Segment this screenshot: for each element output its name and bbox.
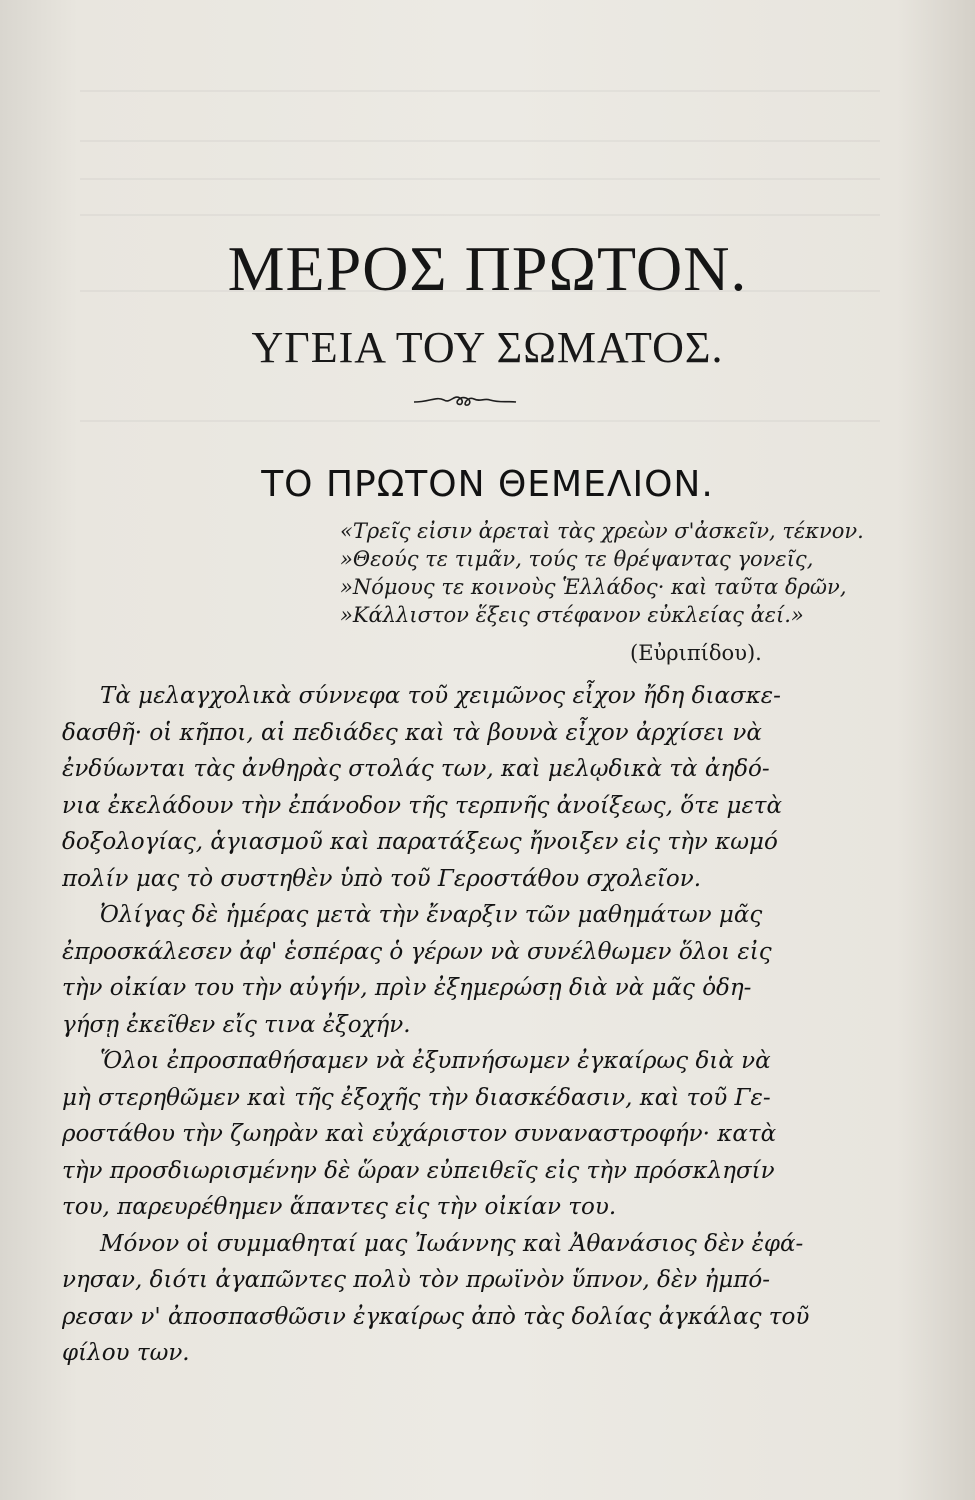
text-line: δασθῆ· οἱ κῆποι, αἱ πεδιάδες καὶ τὰ βουνὰ εἶχον ἀρχίσει νὰ (62, 719, 762, 746)
epigraph-line: »Κάλλιστον ἕξεις στέφανον εὐκλείας ἀεί.» (340, 603, 804, 627)
text-line: Ὀλίγας δὲ ἡμέρας μετὰ τὴν ἔναρξιν τῶν μαθημάτων μᾶς (100, 902, 763, 928)
epigraph-line: »Θεούς τε τιμᾶν, τούς τε θρέψαντας γονεῖς, (340, 547, 814, 571)
text-line: ἐπροσκάλεσεν ἀφ' ἑσπέρας ὁ γέρων νὰ συνέλθωμεν ὅλοι εἰς (62, 938, 772, 965)
text-line: νησαν, διότι ἀγαπῶντες πολὺ τὸν πρωϊνὸν ὕπνον, δὲν ἠμπό- (62, 1267, 770, 1293)
text-line: τὴν προσδιωρισμένην δὲ ὥραν εὐπειθεῖς εἰς τὴν πρόσκλησίν (62, 1157, 775, 1184)
text-line: νια ἐκελάδουν τὴν ἐπάνοδον τῆς τερπνῆς ἀνοίξεως, ὅτε μετὰ (62, 792, 783, 819)
part-title: ΜΕΡΟΣ ΠΡΩΤΟΝ. (227, 233, 748, 304)
text-line: Μόνον οἱ συμμαθηταί μας Ἰωάννης καὶ Ἀθανάσιος δὲν ἐφά- (100, 1230, 804, 1257)
section-subtitle: ΥΓΕΙΑ ΤΟΥ ΣΩΜΑΤΟΣ. (251, 323, 724, 372)
text-line: Ὅλοι ἐπροσπαθήσαμεν νὰ ἐξυπνήσωμεν ἐγκαίρως διὰ νὰ (100, 1048, 771, 1074)
text-line: τὴν οἰκίαν του τὴν αὐγήν, πρὶν ἐξημερώσῃ διὰ νὰ μᾶς ὁδη- (62, 975, 752, 1001)
epigraph-line: «Τρεῖς εἰσιν ἀρεταὶ τὰς χρεὼν σ'ἀσκεῖν, τέκνον. (340, 519, 864, 543)
body-text (62, 678, 872, 1372)
text-line: φίλου των. (62, 1340, 190, 1366)
epigraph (340, 517, 865, 665)
text-line: ρεσαν ν' ἀποσπασθῶσιν ἐγκαίρως ἀπὸ τὰς δολίας ἀγκάλας τοῦ (62, 1303, 810, 1330)
text-line: Τὰ μελαγχολικὰ σύννεφα τοῦ χειμῶνος εἶχον ἤδη διασκε- (100, 683, 781, 709)
text-line: γήσῃ ἐκεῖθεν εἴς τινα ἐξοχήν. (62, 1011, 411, 1038)
text-line: του, παρευρέθημεν ἅπαντες εἰς τὴν οἰκίαν του. (62, 1194, 617, 1220)
epigraph-line: »Νόμους τε κοινοὺς Ἑλλάδος· καὶ ταῦτα δρῶν, (340, 575, 847, 599)
text-line: μὴ στερηθῶμεν καὶ τῆς ἐξοχῆς τὴν διασκέδασιν, καὶ τοῦ Γε- (62, 1084, 771, 1111)
text-line: ἐνδύωνται τὰς ἀνθηρὰς στολάς των, καὶ μελῳδικὰ τὰ ἀηδό- (62, 756, 770, 782)
text-line: ροστάθου τὴν ζωηρὰν καὶ εὐχάριστον συναναστροφήν· κατὰ (62, 1121, 777, 1147)
text-line: δοξολογίας, ἁγιασμοῦ καὶ παρατάξεως ἤνοιξεν εἰς τὴν κωμό (62, 829, 778, 855)
epigraph-attribution: (Εὐριπίδου). (630, 641, 762, 665)
chapter-title: ΤΟ ΠΡΩΤΟΝ ΘΕΜΕΛΙΟΝ. (261, 464, 714, 505)
text-line: πολίν μας τὸ συστηθὲν ὑπὸ τοῦ Γεροστάθου σχολεῖον. (62, 865, 702, 892)
ornament-divider-icon (410, 386, 520, 416)
